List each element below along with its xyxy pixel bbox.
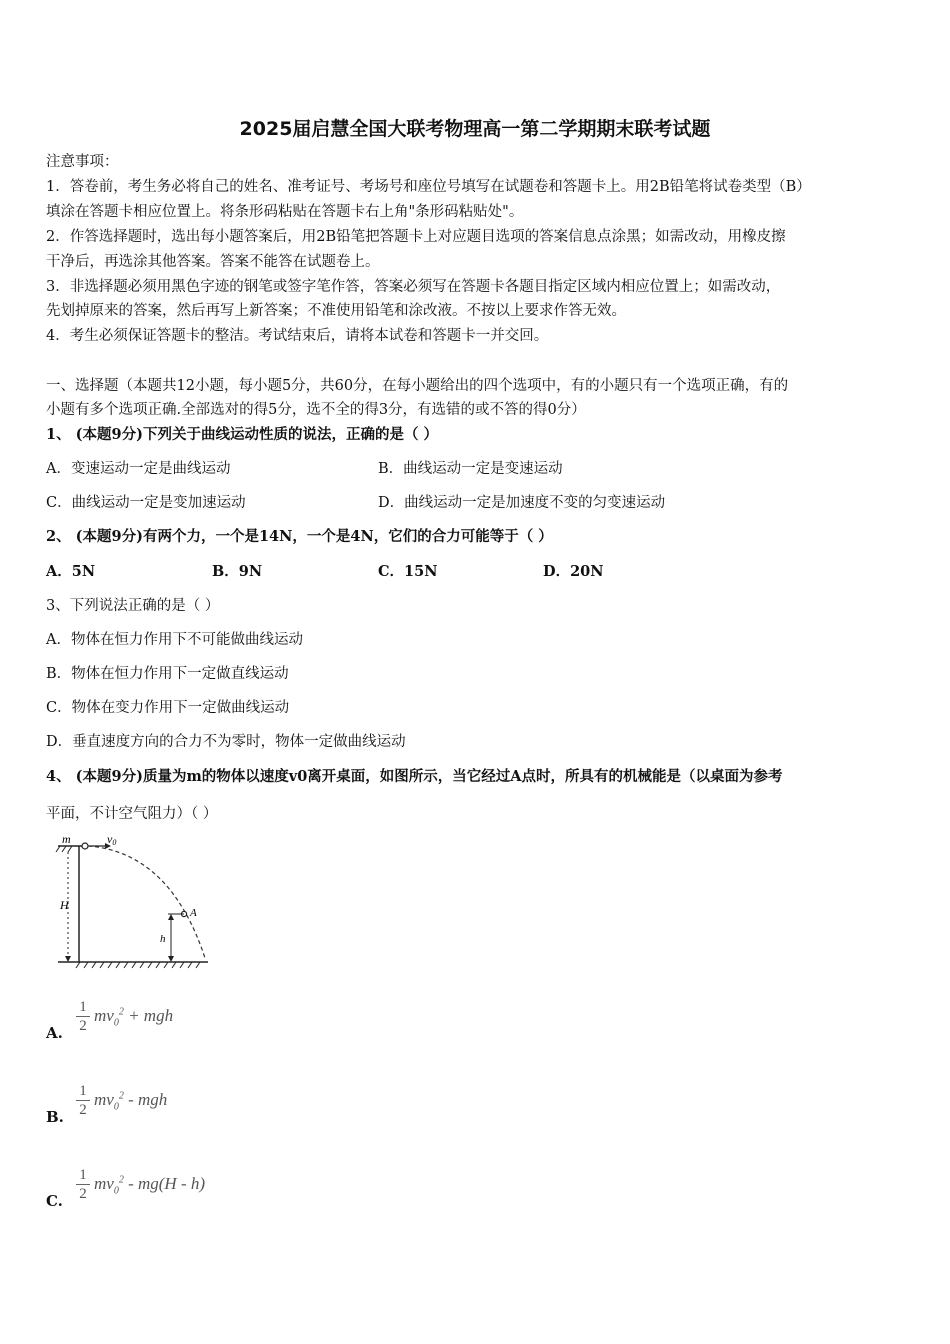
label-A: A xyxy=(190,907,197,919)
question-1-stem: 1、 (本题9分)下列关于曲线运动性质的说法，正确的是（ ） xyxy=(46,426,438,443)
label-m: m xyxy=(62,832,71,846)
q1-option-a: A．变速运动一定是曲线运动 xyxy=(46,461,231,477)
notice-line: 填涂在答题卡相应位置上。将条形码粘贴在答题卡右上角"条形码粘贴处"。 xyxy=(46,204,524,220)
expression: $mv_0^2$ + mgh xyxy=(94,1006,174,1029)
q3-option-d: D．垂直速度方向的合力不为零时，物体一定做曲线运动 xyxy=(46,734,406,750)
H-arrow-down xyxy=(65,956,71,962)
label-h: h xyxy=(160,933,166,945)
ball-start xyxy=(82,843,88,849)
notice-line: 1．答卷前，考生务必将自己的姓名、准考证号、考场号和座位号填写在试题卷和答题卡上。用2B铅笔将试卷类型（B） xyxy=(46,179,811,195)
q2-option-d: D．20N xyxy=(543,563,604,580)
page-title: 2025届启慧全国大联考物理高一第二学期期末联考试题 xyxy=(239,118,711,140)
notice-line: 3．非选择题必须用黑色字迹的钢笔或签字笔作答，答案必须写在答题卡各题目指定区域内相应位置上；如需改动， xyxy=(46,279,781,295)
section-heading: 一、选择题（本题共12小题，每小题5分，共60分，在每小题给出的四个选项中，有的小题只有一个选项正确，有的 xyxy=(46,378,789,394)
question-3-stem: 3、下列说法正确的是（ ） xyxy=(46,598,220,614)
section-heading-cont: 小题有多个选项正确.全部选对的得5分，选不全的得3分，有选错的或不答的得0分） xyxy=(46,402,586,418)
ground-hatch xyxy=(76,962,200,968)
q1-option-b: B．曲线运动一定是变速运动 xyxy=(378,461,563,477)
notice-line: 先划掉原来的答案，然后再写上新答案；不准使用铅笔和涂改液。不按以上要求作答无效。 xyxy=(46,303,626,319)
table-hatch xyxy=(56,846,72,852)
q1-option-c: C．曲线运动一定是变加速运动 xyxy=(46,495,246,511)
expression: $mv_0^2 - mg(H - h)$ xyxy=(94,1174,206,1197)
notice-heading: 注意事项： xyxy=(46,154,119,170)
h-arrow-down xyxy=(168,956,174,962)
notice-line: 干净后，再选涂其他答案。答案不能答在试题卷上。 xyxy=(46,254,380,270)
label-H: H xyxy=(60,898,69,912)
q4-option-a-label: A. xyxy=(46,1024,63,1042)
fraction: $\frac{1}{2}$ xyxy=(76,998,90,1035)
h-arrow-up xyxy=(168,914,174,920)
question-2-stem: 2、 (本题9分)有两个力，一个是14N，一个是4N，它们的合力可能等于（ ） xyxy=(46,528,553,545)
q2-option-a: A．5N xyxy=(46,563,96,580)
question-4-stem: 4、 (本题9分)质量为m的物体以速度v0离开桌面，如图所示，当它经过A点时，所具有的机械能是（以桌面为参考 xyxy=(46,768,783,785)
q4-option-b-label: B. xyxy=(46,1108,64,1126)
notice-line: 4．考生必须保证答题卡的整洁。考试结束后，请将本试卷和答题卡一并交回。 xyxy=(46,328,549,344)
q3-option-b: B．物体在恒力作用下一定做直线运动 xyxy=(46,666,289,682)
question-4-stem-cont: 平面，不计空气阻力）（ ） xyxy=(46,806,218,822)
notice-line: 2．作答选择题时，选出每小题答案后，用2B铅笔把答题卡上对应题目选项的答案信息点涂黑；如需改动，用橡皮擦 xyxy=(46,229,786,245)
fraction: $\frac{1}{2}$ xyxy=(76,1166,90,1203)
q1-option-d: D．曲线运动一定是加速度不变的匀变速运动 xyxy=(378,495,666,511)
q3-option-a: A．物体在恒力作用下不可能做曲线运动 xyxy=(46,632,303,648)
projectile-figure xyxy=(50,832,215,970)
expression: $mv_0^2$ - mgh xyxy=(94,1090,168,1113)
label-v0: v0 xyxy=(107,832,117,847)
trajectory-curve xyxy=(88,846,205,958)
q3-option-c: C．物体在变力作用下一定做曲线运动 xyxy=(46,700,290,716)
q2-option-c: C．15N xyxy=(378,563,438,580)
fraction: $\frac{1}{2}$ xyxy=(76,1082,90,1119)
q2-option-b: B．9N xyxy=(212,563,263,580)
q4-option-c-label: C. xyxy=(46,1192,63,1210)
